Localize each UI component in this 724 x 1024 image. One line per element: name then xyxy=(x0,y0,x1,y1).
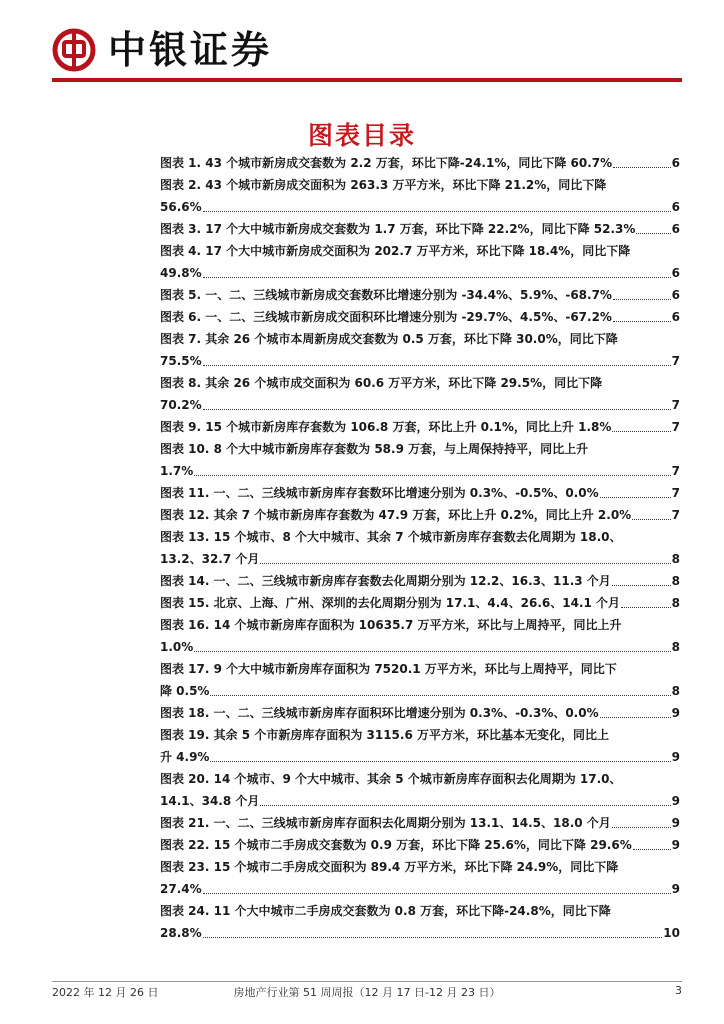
toc-leader-dots xyxy=(210,761,670,762)
toc-page-number: 7 xyxy=(671,398,680,412)
toc-leader-dots xyxy=(194,475,670,476)
toc-leader-dots xyxy=(636,233,670,234)
toc-leader-dots xyxy=(621,607,671,608)
toc-entry-label: 图表 9. 15 个城市新房库存套数为 106.8 万套，环比上升 0.1%，同比上升 1.8% xyxy=(160,420,612,434)
toc-leader-dots xyxy=(203,211,671,212)
toc-entry-label: 图表 8. 其余 26 个城市成交面积为 60.6 万平方米，环比下降 29.5%，同比下降 xyxy=(160,376,603,390)
toc-entry-label: 图表 19. 其余 5 个市新房库存面积为 3115.6 万平方米，环比基本无变化，同比上 xyxy=(160,728,609,742)
toc-leader-dots xyxy=(203,409,671,410)
toc-entry[interactable] xyxy=(160,174,680,218)
toc-leader-dots xyxy=(613,299,671,300)
toc-entry-label: 图表 2. 43 个城市新房成交面积为 263.3 万平方米，环比下降 21.2%，同比下降 xyxy=(160,178,607,192)
toc-entry[interactable] xyxy=(160,724,680,768)
toc-page-number: 8 xyxy=(671,596,680,610)
toc-entry-label-continued: 27.4% xyxy=(160,882,202,896)
toc-entry-label: 图表 18. 一、二、三线城市新房库存面积环比增速分别为 0.3%、-0.3%、0.0% xyxy=(160,706,599,720)
toc-entry-label: 图表 22. 15 个城市二手房成交套数为 0.9 万套，环比下降 25.6%，同比下降 29.6% xyxy=(160,838,632,852)
toc-entry-label-continued: 1.0% xyxy=(160,640,194,654)
toc-leader-dots xyxy=(600,717,671,718)
toc-entry[interactable] xyxy=(160,482,680,504)
toc-entry-label-continued: 升 4.9% xyxy=(160,750,210,764)
toc-entry-label-continued: 56.6% xyxy=(160,200,202,214)
toc-leader-dots xyxy=(612,827,671,828)
toc-entry[interactable] xyxy=(160,658,680,702)
page-title: 图表目录 xyxy=(307,121,416,150)
toc-page-number: 6 xyxy=(671,310,680,324)
toc-page-number: 9 xyxy=(671,838,680,852)
toc-page-number: 7 xyxy=(671,420,680,434)
table-of-figures xyxy=(160,152,680,944)
toc-entry-label: 图表 16. 14 个城市新房库存面积为 10635.7 万平方米，环比与上周持平，同比上升 xyxy=(160,618,622,632)
toc-entry-label: 图表 6. 一、二、三线城市新房成交面积环比增速分别为 -29.7%、4.5%、-67.2% xyxy=(160,310,612,324)
toc-leader-dots xyxy=(203,937,663,938)
toc-leader-dots xyxy=(613,167,670,168)
toc-entry[interactable] xyxy=(160,526,680,570)
toc-entry[interactable] xyxy=(160,218,680,240)
bank-of-china-logo xyxy=(52,28,96,72)
toc-entry[interactable] xyxy=(160,812,680,834)
toc-entry-label: 图表 3. 17 个大中城市新房成交套数为 1.7 万套，环比下降 22.2%，同比下降 52.3% xyxy=(160,222,636,236)
toc-entry-label-continued: 75.5% xyxy=(160,354,202,368)
toc-entry-label-continued: 13.2、32.7 个月 xyxy=(160,552,260,566)
report-date: 2022 年 12 月 26 日 xyxy=(52,986,159,999)
toc-entry[interactable] xyxy=(160,152,680,174)
header-divider xyxy=(52,78,682,82)
toc-entry-label: 图表 1. 43 个城市新房成交套数为 2.2 万套，环比下降-24.1%，同比下降 60.7% xyxy=(160,156,613,170)
toc-entry[interactable] xyxy=(160,504,680,526)
toc-page-number: 8 xyxy=(671,574,680,588)
toc-entry[interactable] xyxy=(160,438,680,482)
toc-leader-dots xyxy=(600,497,671,498)
toc-page-number: 9 xyxy=(671,794,680,808)
toc-entry-label-continued: 28.8% xyxy=(160,926,202,940)
toc-entry[interactable] xyxy=(160,614,680,658)
footer-divider xyxy=(52,981,682,982)
toc-entry-label: 图表 24. 11 个大中城市二手房成交套数为 0.8 万套，环比下降-24.8%，同比下降 xyxy=(160,904,611,918)
toc-entry-label: 图表 4. 17 个大中城市新房成交面积为 202.7 万平方米，环比下降 18.4%，同比下降 xyxy=(160,244,631,258)
toc-entry[interactable] xyxy=(160,834,680,856)
toc-leader-dots xyxy=(203,277,671,278)
toc-page-number: 7 xyxy=(671,486,680,500)
toc-page-number: 6 xyxy=(671,156,680,170)
toc-leader-dots xyxy=(613,321,671,322)
toc-entry-label: 图表 11. 一、二、三线城市新房库存套数环比增速分别为 0.3%、-0.5%、0.0% xyxy=(160,486,599,500)
toc-entry-label: 图表 12. 其余 7 个城市新房库存套数为 47.9 万套，环比上升 0.2%，同比上升 2.0% xyxy=(160,508,632,522)
toc-leader-dots xyxy=(203,365,671,366)
toc-entry-label: 图表 15. 北京、上海、广州、深圳的去化周期分别为 17.1、4.4、26.6、14.1 个月 xyxy=(160,596,621,610)
toc-entry-label-continued: 14.1、34.8 个月 xyxy=(160,794,260,808)
toc-entry[interactable] xyxy=(160,900,680,944)
toc-entry[interactable] xyxy=(160,768,680,812)
toc-entry-label-continued: 49.8% xyxy=(160,266,202,280)
toc-entry[interactable] xyxy=(160,284,680,306)
toc-entry-label: 图表 14. 一、二、三线城市新房库存套数去化周期分别为 12.2、16.3、11.3 个月 xyxy=(160,574,611,588)
toc-page-number: 7 xyxy=(671,354,680,368)
toc-leader-dots xyxy=(260,805,670,806)
toc-entry[interactable] xyxy=(160,592,680,614)
toc-entry[interactable] xyxy=(160,328,680,372)
toc-page-number: 9 xyxy=(671,816,680,830)
toc-page-number: 6 xyxy=(671,288,680,302)
toc-leader-dots xyxy=(633,849,671,850)
toc-page-number: 10 xyxy=(663,926,680,940)
toc-entry-label: 图表 7. 其余 26 个城市本周新房成交套数为 0.5 万套，环比下降 30.0%，同比下降 xyxy=(160,332,618,346)
toc-entry-label: 图表 5. 一、二、三线城市新房成交套数环比增速分别为 -34.4%、5.9%、-68.7% xyxy=(160,288,612,302)
toc-entry-label: 图表 17. 9 个大中城市新房库存面积为 7520.1 万平方米，环比与上周持平，同比下 xyxy=(160,662,617,676)
toc-page-number: 8 xyxy=(671,640,680,654)
toc-entry-label-continued: 降 0.5% xyxy=(160,684,210,698)
page-footer xyxy=(52,984,682,1000)
toc-page-number: 9 xyxy=(671,882,680,896)
toc-leader-dots xyxy=(203,893,671,894)
toc-page-number: 8 xyxy=(671,552,680,566)
toc-entry-label-continued: 70.2% xyxy=(160,398,202,412)
toc-entry[interactable] xyxy=(160,702,680,724)
toc-entry[interactable] xyxy=(160,372,680,416)
toc-leader-dots xyxy=(194,651,670,652)
toc-page-number: 6 xyxy=(671,200,680,214)
toc-entry-label: 图表 21. 一、二、三线城市新房库存面积去化周期分别为 13.1、14.5、18.0 个月 xyxy=(160,816,611,830)
toc-leader-dots xyxy=(612,431,670,432)
toc-page-number: 8 xyxy=(671,684,680,698)
toc-entry-label-continued: 1.7% xyxy=(160,464,194,478)
report-title: 房地产行业第 51 周周报（12 月 17 日-12 月 23 日） xyxy=(233,986,501,999)
toc-entry[interactable] xyxy=(160,856,680,900)
toc-entry[interactable] xyxy=(160,570,680,592)
toc-entry[interactable] xyxy=(160,306,680,328)
toc-entry[interactable] xyxy=(160,240,680,284)
toc-entry-label: 图表 10. 8 个大中城市新房库存套数为 58.9 万套，与上周保持持平，同比上升 xyxy=(160,442,589,456)
toc-entry-label: 图表 13. 15 个城市、8 个大中城市、其余 7 个城市新房库存套数去化周期为 18.0、 xyxy=(160,530,622,544)
page-number: 3 xyxy=(675,984,682,997)
toc-page-number: 9 xyxy=(671,750,680,764)
toc-page-number: 7 xyxy=(671,464,680,478)
toc-leader-dots xyxy=(632,519,670,520)
page-header xyxy=(52,24,682,80)
toc-page-number: 9 xyxy=(671,706,680,720)
toc-leader-dots xyxy=(612,585,671,586)
toc-page-number: 7 xyxy=(671,508,680,522)
toc-entry-label: 图表 23. 15 个城市二手房成交面积为 89.4 万平方米，环比下降 24.9%，同比下降 xyxy=(160,860,619,874)
toc-page-number: 6 xyxy=(671,266,680,280)
brand-name: 中银证券 xyxy=(108,27,273,72)
toc-entry[interactable] xyxy=(160,416,680,438)
toc-leader-dots xyxy=(210,695,670,696)
toc-entry-label: 图表 20. 14 个城市、9 个大中城市、其余 5 个城市新房库存面积去化周期为 17.0、 xyxy=(160,772,622,786)
toc-page-number: 6 xyxy=(671,222,680,236)
toc-leader-dots xyxy=(260,563,670,564)
